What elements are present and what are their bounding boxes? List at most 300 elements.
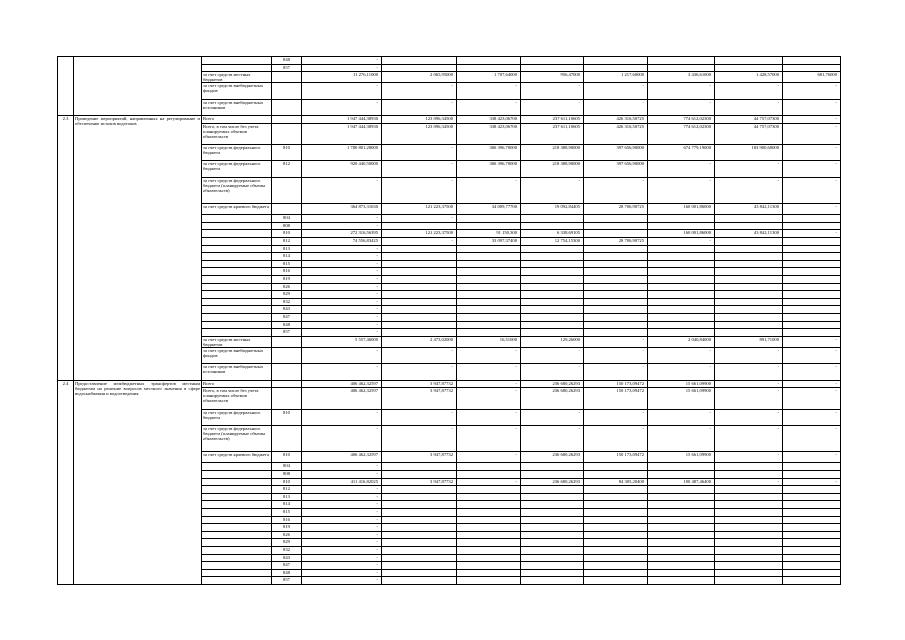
amount-cell: - xyxy=(715,409,783,425)
budget-code-cell: 814 xyxy=(272,253,302,261)
funding-source-cell xyxy=(202,531,272,539)
amount-cell: - xyxy=(783,336,841,347)
amount-cell xyxy=(648,509,715,517)
funding-source-cell xyxy=(202,268,272,276)
amount-cell: - xyxy=(382,99,457,115)
amount-cell: - xyxy=(521,83,584,99)
funding-source-cell: Всего xyxy=(202,115,272,123)
amount-cell xyxy=(382,493,457,501)
amount-cell: 2 065,95000 xyxy=(382,72,457,83)
funding-source-cell: за счет средств краевого бюджета xyxy=(202,204,272,215)
amount-cell: - xyxy=(382,238,457,246)
budget-code-cell: 812 xyxy=(272,238,302,246)
amount-cell: 91 150,300 xyxy=(457,230,521,238)
funding-source-cell xyxy=(202,554,272,562)
amount-cell xyxy=(783,298,841,306)
amount-cell: - xyxy=(715,452,783,463)
amount-cell: - xyxy=(783,364,841,380)
amount-cell xyxy=(648,57,715,65)
amount-cell: 218 388,90000 xyxy=(521,161,584,177)
funding-source-cell xyxy=(202,577,272,585)
amount-cell xyxy=(648,501,715,509)
amount-cell xyxy=(783,238,841,246)
amount-cell: - xyxy=(521,409,584,425)
amount-cell: 123 096,34500 xyxy=(382,115,457,123)
budget-code-cell: 814 xyxy=(272,501,302,509)
amount-cell: - xyxy=(302,409,382,425)
amount-cell xyxy=(648,516,715,524)
amount-cell xyxy=(584,321,648,329)
amount-cell xyxy=(521,222,584,230)
amount-cell xyxy=(584,260,648,268)
funding-source-cell: за счет средств внебюджетных фондов xyxy=(202,83,272,99)
budget-code-cell: 819 xyxy=(272,524,302,532)
amount-cell xyxy=(648,531,715,539)
amount-cell: - xyxy=(521,99,584,115)
amount-cell xyxy=(521,577,584,585)
amount-cell: 74 556,83425 xyxy=(302,238,382,246)
funding-source-cell xyxy=(202,64,272,72)
amount-cell: 44 757,07300 xyxy=(715,123,783,144)
amount-cell xyxy=(715,321,783,329)
amount-cell xyxy=(521,569,584,577)
amount-cell xyxy=(715,493,783,501)
amount-cell xyxy=(715,554,783,562)
budget-code-cell: 810 xyxy=(272,409,302,425)
amount-cell: - xyxy=(648,425,715,452)
funding-source-cell xyxy=(202,329,272,337)
amount-cell: 43 842,11300 xyxy=(715,204,783,215)
amount-cell xyxy=(457,298,521,306)
funding-source-cell: Всего xyxy=(202,380,272,388)
amount-cell: - xyxy=(783,99,841,115)
amount-cell xyxy=(715,260,783,268)
amount-cell xyxy=(584,493,648,501)
amount-cell: 236 680,26293 xyxy=(521,380,584,388)
amount-cell xyxy=(457,463,521,471)
amount-cell xyxy=(382,516,457,524)
amount-cell xyxy=(648,577,715,585)
amount-cell xyxy=(783,463,841,471)
amount-cell xyxy=(584,516,648,524)
amount-cell: - xyxy=(302,524,382,532)
amount-cell xyxy=(584,215,648,223)
amount-cell xyxy=(521,268,584,276)
budget-code-cell xyxy=(272,347,302,363)
budget-code-cell xyxy=(272,388,302,409)
amount-cell xyxy=(457,516,521,524)
amount-cell xyxy=(521,291,584,299)
amount-cell xyxy=(382,245,457,253)
amount-cell: - xyxy=(382,215,457,223)
amount-cell: - xyxy=(302,283,382,291)
amount-cell xyxy=(584,64,648,72)
amount-cell: 15 661,09900 xyxy=(648,452,715,463)
amount-cell: - xyxy=(457,478,521,486)
amount-cell xyxy=(783,253,841,261)
amount-cell xyxy=(648,463,715,471)
funding-source-cell xyxy=(202,57,272,65)
amount-cell xyxy=(457,509,521,517)
amount-cell: 920 440,50000 xyxy=(302,161,382,177)
amount-cell: 774 612,02300 xyxy=(648,115,715,123)
amount-cell xyxy=(783,268,841,276)
budget-code-cell: 829 xyxy=(272,539,302,547)
amount-cell: 406 462,32597 xyxy=(302,388,382,409)
funding-source-cell xyxy=(202,291,272,299)
amount-cell xyxy=(521,486,584,494)
amount-cell xyxy=(521,298,584,306)
budget-code-cell: 832 xyxy=(272,298,302,306)
funding-source-cell xyxy=(202,238,272,246)
amount-cell xyxy=(783,501,841,509)
amount-cell xyxy=(457,501,521,509)
amount-cell xyxy=(715,313,783,321)
amount-cell xyxy=(783,313,841,321)
amount-cell: - xyxy=(382,364,457,380)
amount-cell xyxy=(457,577,521,585)
amount-cell: - xyxy=(648,409,715,425)
amount-cell xyxy=(715,253,783,261)
amount-cell: - xyxy=(783,380,841,388)
amount-cell: 674 779,19000 xyxy=(648,144,715,160)
amount-cell: - xyxy=(302,321,382,329)
amount-cell: - xyxy=(584,364,648,380)
amount-cell xyxy=(783,524,841,532)
amount-cell: - xyxy=(302,291,382,299)
measure-name-cell xyxy=(74,57,202,116)
funding-source-cell xyxy=(202,275,272,283)
amount-cell xyxy=(783,516,841,524)
amount-cell: - xyxy=(457,83,521,99)
amount-cell: - xyxy=(783,478,841,486)
amount-cell xyxy=(457,493,521,501)
amount-cell: - xyxy=(302,509,382,517)
amount-cell xyxy=(521,306,584,314)
amount-cell: - xyxy=(783,144,841,160)
budget-table-sheet xyxy=(57,56,841,585)
budget-code-cell: 813 xyxy=(272,493,302,501)
amount-cell xyxy=(783,222,841,230)
funding-source-cell xyxy=(202,486,272,494)
funding-source-cell xyxy=(202,478,272,486)
amount-cell: - xyxy=(302,493,382,501)
amount-cell: - xyxy=(302,531,382,539)
amount-cell: - xyxy=(715,83,783,99)
funding-source-cell: за счет средств краевого бюджета xyxy=(202,452,272,463)
funding-source-cell xyxy=(202,253,272,261)
amount-cell: - xyxy=(382,425,457,452)
amount-cell: - xyxy=(783,347,841,363)
amount-cell: - xyxy=(457,177,521,204)
amount-cell xyxy=(584,291,648,299)
amount-cell: 956,47000 xyxy=(521,72,584,83)
amount-cell: - xyxy=(302,501,382,509)
amount-cell xyxy=(715,471,783,479)
amount-cell xyxy=(648,313,715,321)
funding-source-cell: Всего, в том числе без учета планируемых объемов обязательств xyxy=(202,123,272,144)
budget-code-cell: 810 xyxy=(272,478,302,486)
amount-cell: 1 947 444,38930 xyxy=(302,115,382,123)
funding-source-cell xyxy=(202,283,272,291)
amount-cell xyxy=(457,275,521,283)
funding-source-cell xyxy=(202,222,272,230)
amount-cell xyxy=(382,471,457,479)
amount-cell xyxy=(715,215,783,223)
amount-cell: - xyxy=(783,452,841,463)
table-row xyxy=(58,115,841,123)
amount-cell xyxy=(521,531,584,539)
amount-cell xyxy=(382,275,457,283)
budget-code-cell xyxy=(272,204,302,215)
amount-cell: 272 316,56395 xyxy=(302,230,382,238)
amount-cell: 2 040,84000 xyxy=(648,336,715,347)
amount-cell: - xyxy=(783,230,841,238)
funding-source-cell xyxy=(202,539,272,547)
amount-cell xyxy=(457,64,521,72)
amount-cell: - xyxy=(302,177,382,204)
amount-cell: - xyxy=(302,486,382,494)
amount-cell xyxy=(648,291,715,299)
amount-cell: - xyxy=(302,364,382,380)
amount-cell xyxy=(457,562,521,570)
table-row xyxy=(58,57,841,65)
amount-cell xyxy=(457,531,521,539)
amount-cell xyxy=(521,321,584,329)
amount-cell xyxy=(648,554,715,562)
amount-cell xyxy=(584,547,648,555)
amount-cell xyxy=(783,569,841,577)
amount-cell xyxy=(584,471,648,479)
amount-cell xyxy=(648,547,715,555)
amount-cell xyxy=(648,493,715,501)
funding-source-cell xyxy=(202,260,272,268)
amount-cell: - xyxy=(302,463,382,471)
amount-cell: 150 173,09472 xyxy=(584,388,648,409)
amount-cell: 236 680,26293 xyxy=(521,478,584,486)
amount-cell xyxy=(457,321,521,329)
amount-cell: 15 661,09900 xyxy=(648,380,715,388)
amount-cell xyxy=(382,268,457,276)
amount-cell xyxy=(382,569,457,577)
amount-cell xyxy=(457,268,521,276)
amount-cell xyxy=(715,569,783,577)
amount-cell: 426 316,50725 xyxy=(584,123,648,144)
amount-cell xyxy=(783,291,841,299)
amount-cell: - xyxy=(302,57,382,65)
budget-code-cell: 857 xyxy=(272,329,302,337)
amount-cell xyxy=(648,329,715,337)
budget-code-cell: 826 xyxy=(272,531,302,539)
amount-cell: 1 217,60000 xyxy=(584,72,648,83)
amount-cell: - xyxy=(783,409,841,425)
amount-cell: 1 947 444,38930 xyxy=(302,123,382,144)
amount-cell xyxy=(457,306,521,314)
amount-cell xyxy=(382,531,457,539)
amount-cell xyxy=(382,562,457,570)
amount-cell: 150 173,09472 xyxy=(584,452,648,463)
amount-cell xyxy=(457,291,521,299)
amount-cell xyxy=(382,547,457,555)
amount-cell: 12 754,15300 xyxy=(521,238,584,246)
amount-cell: - xyxy=(302,64,382,72)
amount-cell: - xyxy=(783,177,841,204)
amount-cell: - xyxy=(302,425,382,452)
amount-cell xyxy=(715,275,783,283)
amount-cell: - xyxy=(457,364,521,380)
amount-cell: - xyxy=(715,99,783,115)
amount-cell xyxy=(648,471,715,479)
amount-cell: - xyxy=(783,115,841,123)
amount-cell: 129,26000 xyxy=(521,336,584,347)
amount-cell xyxy=(521,245,584,253)
amount-cell xyxy=(521,57,584,65)
amount-cell xyxy=(783,493,841,501)
amount-cell: - xyxy=(302,99,382,115)
amount-cell: 11 276,11000 xyxy=(302,72,382,83)
amount-cell: 5 557,46000 xyxy=(302,336,382,347)
funding-source-cell: за счет средств федерального бюджета (планируемые объемы обязательств) xyxy=(202,425,272,452)
amount-cell xyxy=(457,260,521,268)
budget-code-cell: 812 xyxy=(272,486,302,494)
amount-cell xyxy=(521,524,584,532)
amount-cell xyxy=(783,562,841,570)
amount-cell xyxy=(783,245,841,253)
amount-cell: - xyxy=(302,577,382,585)
budget-code-cell xyxy=(272,425,302,452)
amount-cell xyxy=(584,501,648,509)
amount-cell xyxy=(584,562,648,570)
budget-code-cell: 847 xyxy=(272,313,302,321)
amount-cell: - xyxy=(584,83,648,99)
funding-source-cell xyxy=(202,509,272,517)
amount-cell xyxy=(648,268,715,276)
funding-source-cell xyxy=(202,245,272,253)
budget-code-cell: 832 xyxy=(272,547,302,555)
amount-cell xyxy=(457,313,521,321)
funding-source-cell: за счет средств федерального бюджета xyxy=(202,144,272,160)
funding-source-cell xyxy=(202,215,272,223)
amount-cell: - xyxy=(382,83,457,99)
funding-source-cell xyxy=(202,471,272,479)
amount-cell xyxy=(382,283,457,291)
amount-cell: - xyxy=(302,347,382,363)
budget-code-cell xyxy=(272,99,302,115)
budget-code-cell: 810 xyxy=(272,230,302,238)
amount-cell: 218 388,90000 xyxy=(521,144,584,160)
amount-cell: - xyxy=(302,268,382,276)
amount-cell xyxy=(521,329,584,337)
amount-cell: 43 842,11300 xyxy=(715,230,783,238)
item-number-cell: 2.3 xyxy=(58,115,74,380)
amount-cell xyxy=(457,524,521,532)
funding-source-cell xyxy=(202,313,272,321)
amount-cell: - xyxy=(584,177,648,204)
amount-cell xyxy=(584,329,648,337)
amount-cell: - xyxy=(715,347,783,363)
amount-cell xyxy=(457,554,521,562)
amount-cell xyxy=(715,501,783,509)
amount-cell: - xyxy=(648,161,715,177)
amount-cell xyxy=(715,562,783,570)
amount-cell xyxy=(783,275,841,283)
amount-cell: 121 223,37500 xyxy=(382,204,457,215)
amount-cell xyxy=(457,569,521,577)
amount-cell xyxy=(648,215,715,223)
amount-cell xyxy=(584,569,648,577)
amount-cell: - xyxy=(302,547,382,555)
amount-cell xyxy=(783,547,841,555)
amount-cell: 3 947,87732 xyxy=(382,478,457,486)
amount-cell xyxy=(382,463,457,471)
amount-cell: - xyxy=(457,99,521,115)
budget-code-cell xyxy=(272,123,302,144)
amount-cell xyxy=(584,283,648,291)
amount-cell: 406 462,32597 xyxy=(302,380,382,388)
amount-cell xyxy=(715,222,783,230)
amount-cell xyxy=(783,554,841,562)
amount-cell: 426 316,50725 xyxy=(584,115,648,123)
amount-cell: 338 423,06700 xyxy=(457,115,521,123)
amount-cell: - xyxy=(783,425,841,452)
amount-cell: 100 487,46400 xyxy=(648,478,715,486)
amount-cell xyxy=(783,577,841,585)
amount-cell xyxy=(382,577,457,585)
amount-cell xyxy=(457,547,521,555)
budget-code-cell: 808 xyxy=(272,471,302,479)
amount-cell xyxy=(584,509,648,517)
amount-cell xyxy=(648,562,715,570)
amount-cell: - xyxy=(302,471,382,479)
amount-cell: 183 900,60000 xyxy=(715,144,783,160)
amount-cell: - xyxy=(715,364,783,380)
amount-cell: - xyxy=(648,99,715,115)
amount-cell: - xyxy=(302,260,382,268)
amount-cell: - xyxy=(584,425,648,452)
amount-cell xyxy=(521,539,584,547)
amount-cell: 16,51000 xyxy=(457,336,521,347)
amount-cell: 121 223,37500 xyxy=(382,230,457,238)
amount-cell xyxy=(457,215,521,223)
amount-cell: - xyxy=(302,298,382,306)
amount-cell: 237 611,10605 xyxy=(521,115,584,123)
funding-source-cell xyxy=(202,501,272,509)
amount-cell xyxy=(382,57,457,65)
amount-cell: - xyxy=(457,425,521,452)
amount-cell xyxy=(457,245,521,253)
funding-source-cell: за счет средств внебюджетных источников xyxy=(202,99,272,115)
amount-cell xyxy=(521,493,584,501)
measure-name-cell: Предоставление межбюджетных трансфертов местным бюджетам на решение вопросов местного значения в сфере водоснабжения и водоотведения xyxy=(74,380,202,584)
funding-source-cell xyxy=(202,298,272,306)
funding-source-cell: за счет средств федерального бюджета xyxy=(202,161,272,177)
amount-cell xyxy=(521,260,584,268)
amount-cell xyxy=(648,306,715,314)
amount-cell xyxy=(715,463,783,471)
amount-cell xyxy=(584,245,648,253)
amount-cell xyxy=(783,57,841,65)
amount-cell: - xyxy=(302,539,382,547)
amount-cell: - xyxy=(648,347,715,363)
amount-cell: 3 436,61000 xyxy=(648,72,715,83)
amount-cell: - xyxy=(382,144,457,160)
amount-cell: - xyxy=(648,364,715,380)
amount-cell xyxy=(783,486,841,494)
budget-code-cell: 813 xyxy=(272,245,302,253)
amount-cell xyxy=(715,268,783,276)
item-number-cell: 2.4 xyxy=(58,380,74,584)
budget-code-cell: 857 xyxy=(272,577,302,585)
